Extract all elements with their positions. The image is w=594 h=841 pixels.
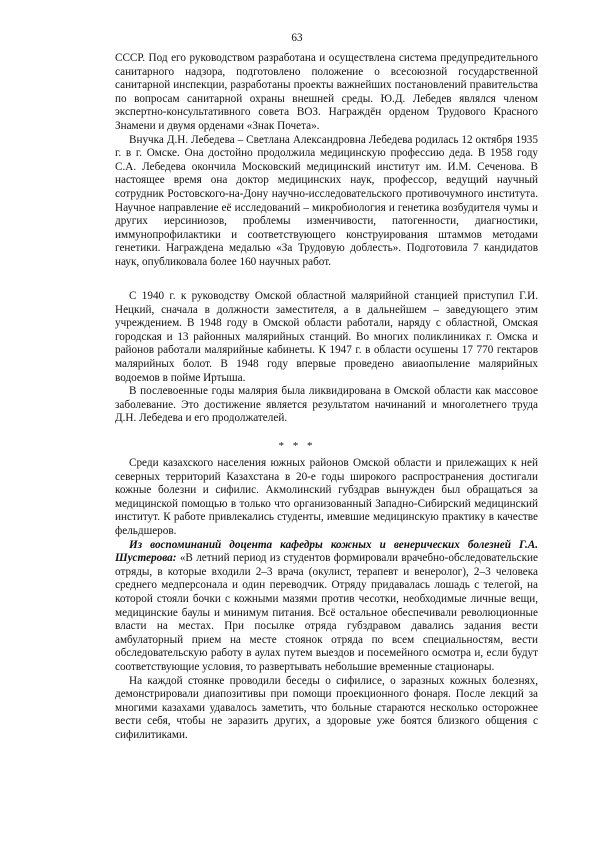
text-block-continuation: [115, 52, 538, 270]
paragraph: С 1940 г. к руководству Омской областной малярийной станцией приступил Г.И. Нецкий, сначала в должности заместителя, а в дальнейшем – заведующего этим учреждением. В 1948 году в Омской области работали, наряду с областной, Омская городская и 13 районных малярийных станций. Во многих поликлиниках г. Омска и районов работали малярийные кабинеты. К 1947 г. в области осушены 17 770 гектаров малярийных болот. В 1948 году впервые проведено авиаопыление малярийных водоемов в пойме Иртыша.: [115, 290, 538, 384]
text-block-malaria: [115, 290, 538, 426]
paragraph: На каждой стоянке проводили беседы о сифилисе, о заразных кожных болезнях, демонстрировали диапозитивы при помощи проекционного фонаря. После лекций за многими казахами удавалось заметить, что больные стараются несколько осторожнее вести себя, чтобы не заразить других, а здоровые уже боятся близкого общения с сифилитиками.: [115, 674, 538, 741]
text-block-dermatology: [115, 457, 538, 742]
paragraph: СССР. Под его руководством разработана и осуществлена система предупредительного санитарного надзора, подготовлено положение о всесоюзной государственной санитарной инспекции, разработаны проекты важнейших постановлений правительства по вопросам санитарной охраны внешней среды. Ю.Д. Лебедев являлся членом экспертно-консультативного совета ВОЗ. Награждён орденом Трудового Красного Знамени и двумя орденами «Знак Почета».: [115, 52, 538, 132]
quote-text: «В летний период из студентов формировали врачебно-обследовательские отряды, в которые входили 2–3 врача (окулист, терапевт и венеролог), 2–3 человека среднего медперсонала и один переводчик. Отряду придавалась лошадь с телегой, на которой стояли бочки с кожными мазями против чесотки, необходимые личные вещи, медицинские баулы и минимум питания. Всё остальное обеспечивали революционные власти на местах. При посылке отряда губздравом давались задания вести амбулаторный прием на месте стоянок отряда по всем специальностям, вести обследовательскую работу в аулах путем выездов и посемейного осмотра и, если будут соответствующие условия, то развертывать небольшие временные стационары.: [115, 552, 538, 673]
paragraph: В послевоенные годы малярия была ликвидирована в Омской области как массовое заболевание. Это достижение является результатом начинаний и многолетнего труда Д.Н. Лебедева и его продолжателей.: [115, 385, 538, 425]
quote-lead: Из воспоминаний доцента кафедры кожных и венерических болезней Г.А. Шустерова:: [115, 538, 538, 565]
paragraph: Внучка Д.Н. Лебедева – Светлана Александровна Лебедева родилась 12 октября 1935 г. в г. Омске. Она достойно продолжила медицинскую профессию деда. В 1958 году С.А. Лебедева окончила Московский медицинский институт им. И.М. Сеченова. В настоящее время она доктор медицинских наук, профессор, ведущий научный сотрудник Ростовского-на-Дону научно-исследовательского противочумного института. Научное направление её исследований – микробиология и генетика возбудителя чумы и других иерсиниозов, проблемы изменчивости, патогенности, диагностики, иммунопрофилактики и соответствующего конструирования штаммов методами генетики. Награждена медалью «За Трудовую доблесть». Подготовила 7 кандидатов наук, опубликовала более 160 научных работ.: [115, 133, 538, 268]
page-number: 63: [291, 32, 303, 44]
quote-paragraph: [115, 539, 538, 675]
section-separator: * * *: [278, 440, 316, 452]
paragraph: Среди казахского населения южных районов Омской области и прилежащих к ней северных территорий Казахстана в 20-е годы широкого распространения достигали кожные болезни и сифилис. Акмолинский губздрав вынужден был обращаться за медицинской помощью в только что организованный Западно-Сибирский медицинский институт. К работе привлекались студенты, имевшие медицинскую практику в качестве фельдшеров.: [115, 457, 538, 537]
